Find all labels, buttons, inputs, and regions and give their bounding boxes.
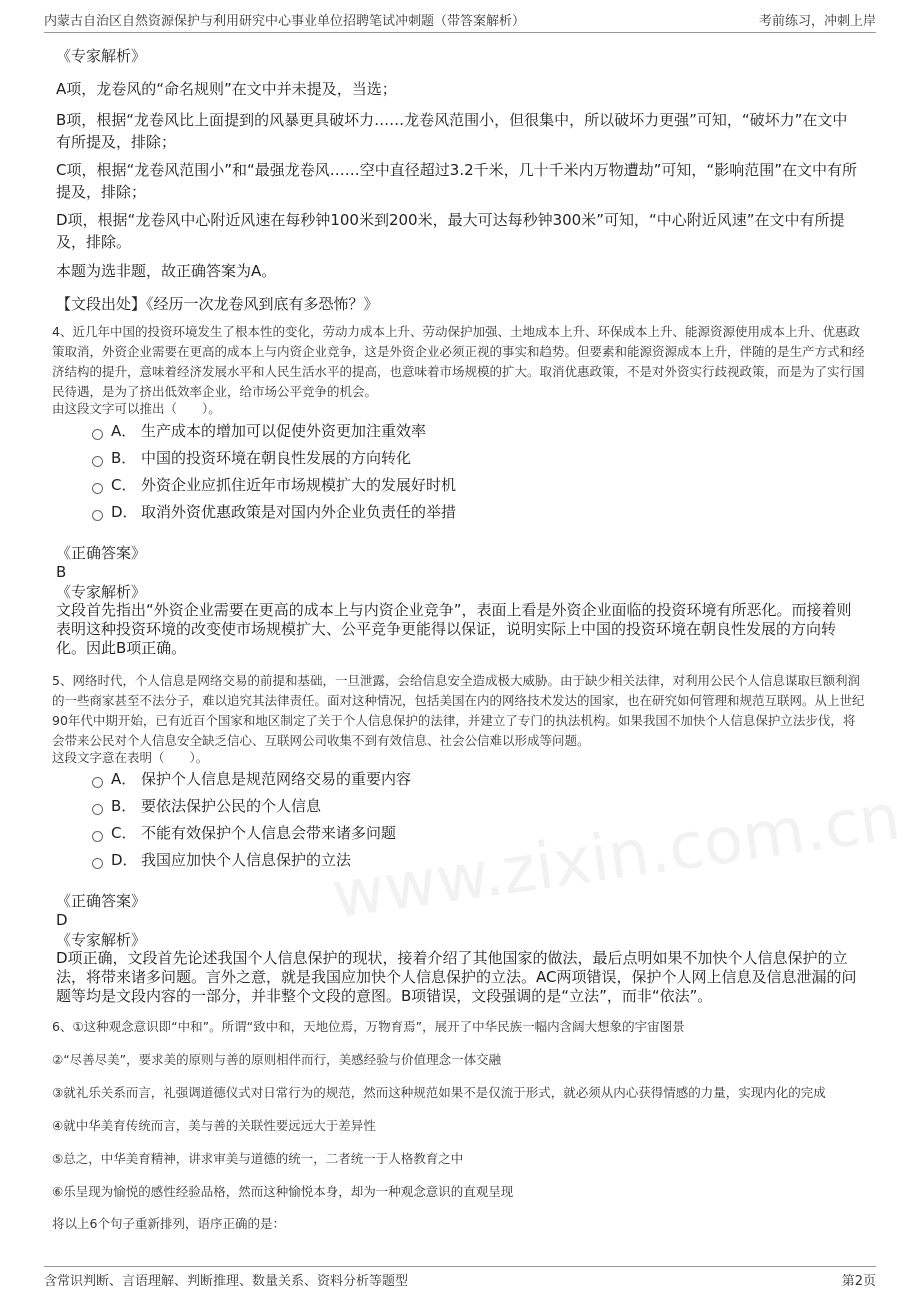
header-divider bbox=[44, 32, 876, 33]
q4-question: 由这段文字可以推出（ ）。 bbox=[52, 401, 221, 416]
q5-question: 这段文字意在表明（ ）。 bbox=[52, 750, 209, 765]
q6-sentence-1: 6、①这种观念意识即“中和”。所谓“致中和，天地位焉，万物育焉”，展开了中华民族一幅内含阔大想象的宇宙图景 bbox=[52, 1019, 685, 1034]
radio-icon[interactable] bbox=[92, 510, 103, 521]
q6-sentence-5: ⑤总之，中华美育精神，讲求审美与道德的统一，二者统一于人格教育之中 bbox=[52, 1151, 464, 1166]
q5-option-a[interactable] bbox=[92, 769, 411, 789]
option-text: 中国的投资环境在朝良性发展的方向转化 bbox=[141, 449, 412, 467]
q4-option-c[interactable] bbox=[92, 475, 456, 495]
q4-analysis-label: 《专家解析》 bbox=[56, 583, 147, 601]
document-title: 内蒙古自治区自然资源保护与利用研究中心事业单位招聘笔试冲刺题（带答案解析） bbox=[44, 14, 526, 29]
footer-divider bbox=[44, 1266, 876, 1267]
q3-analysis-c: C项，根据“龙卷风范围小”和“最强龙卷风……空中直径超过3.2千米，几十千米内万物遭劫”可知，“影响范围”在文中有所提及，排除； bbox=[56, 161, 857, 201]
page-number: 第2页 bbox=[841, 1274, 876, 1289]
option-text: 我国应加快个人信息保护的立法 bbox=[141, 851, 352, 869]
q4-option-b[interactable] bbox=[92, 448, 411, 468]
q3-source: 【文段出处】《经历一次龙卷风到底有多恐怖？》 bbox=[56, 295, 379, 313]
radio-icon[interactable] bbox=[92, 456, 103, 467]
q5-option-d[interactable] bbox=[92, 850, 351, 870]
radio-icon[interactable] bbox=[92, 483, 103, 494]
header-slogan: 考前练习，冲刺上岸 bbox=[758, 14, 876, 29]
q4-answer: B bbox=[56, 563, 67, 581]
option-text: 要依法保护公民的个人信息 bbox=[141, 797, 322, 815]
option-text: 保护个人信息是规范网络交易的重要内容 bbox=[141, 770, 412, 788]
q3-analysis-d: D项，根据“龙卷风中心附近风速在每秒钟100米到200米，最大可达每秒钟300米”可知，“中心附近风速”在文中有所提及，排除。 bbox=[56, 211, 845, 251]
q4-answer-label: 《正确答案》 bbox=[56, 544, 147, 562]
q5-option-b[interactable] bbox=[92, 796, 321, 816]
q6-question: 将以上6个句子重新排列，语序正确的是： bbox=[52, 1216, 285, 1231]
option-key: B． bbox=[111, 797, 137, 815]
q6-sentence-2: ②“尽善尽美”，要求美的原则与善的原则相伴而行，美感经验与价值理念一体交融 bbox=[52, 1052, 502, 1067]
q5-answer-label: 《正确答案》 bbox=[56, 892, 147, 910]
q4-option-a[interactable] bbox=[92, 421, 426, 441]
option-key: D． bbox=[111, 503, 138, 521]
option-text: 生产成本的增加可以促使外资更加注重效率 bbox=[141, 422, 427, 440]
q4-option-d[interactable] bbox=[92, 502, 456, 522]
option-key: B． bbox=[111, 449, 137, 467]
option-key: D． bbox=[111, 851, 138, 869]
option-text: 外资企业应抓住近年市场规模扩大的发展好时机 bbox=[141, 476, 457, 494]
option-key: C． bbox=[111, 824, 137, 842]
radio-icon[interactable] bbox=[92, 777, 103, 788]
watermark: www.zixin.com.cn bbox=[327, 780, 905, 934]
footer-categories: 含常识判断、言语理解、判断推理、数量关系、资料分析等题型 bbox=[44, 1274, 409, 1289]
option-text: 不能有效保护个人信息会带来诸多问题 bbox=[141, 824, 397, 842]
radio-icon[interactable] bbox=[92, 804, 103, 815]
radio-icon[interactable] bbox=[92, 858, 103, 869]
q3-analysis-label: 《专家解析》 bbox=[56, 47, 147, 65]
q6-sentence-4: ④就中华美育传统而言，美与善的关联性要远远大于差异性 bbox=[52, 1118, 376, 1133]
q3-analysis-b: B项，根据“龙卷风比上面提到的风暴更具破坏力……龙卷风范围小，但很集中，所以破坏力更强”可知，“破坏力”在文中有所提及，排除； bbox=[56, 111, 848, 151]
radio-icon[interactable] bbox=[92, 831, 103, 842]
q4-stem: 4、近几年中国的投资环境发生了根本性的变化，劳动力成本上升、劳动保护加强、土地成本上升、环保成本上升、能源资源使用成本上升、优惠政策取消，外资企业需要在更高的成本上与内资企业竞争，这是外资企业必须正视的事实和趋势。但要素和能源资源成本上升，伴随的是生产方式和经济结构的提升，意味着经济发展水平和人民生活水平的提高，也意味着市场规模的扩大。取消优惠政策，不是对外资实行歧视政策，而是为了实行国民待遇，是为了挤出低效率企业，给市场公平竞争的机会。 bbox=[52, 324, 865, 399]
option-text: 取消外资优惠政策是对国内外企业负责任的举措 bbox=[141, 503, 457, 521]
q5-analysis: D项正确，文段首先论述我国个人信息保护的现状，接着介绍了其他国家的做法，最后点明如果不加快个人信息保护的立法，将带来诸多问题。言外之意，就是我国应加快个人信息保护的立法。AC两项错误，保护个人网上信息及信息泄漏的问题等均是文段内容的一部分，并非整个文段的意图。B项错误，文段强调的是“立法”，而非“依法”。 bbox=[56, 949, 857, 1005]
option-key: A． bbox=[111, 770, 137, 788]
option-key: A． bbox=[111, 422, 137, 440]
q6-sentence-6: ⑥乐呈现为愉悦的感性经验品格，然而这种愉悦本身，却为一种观念意识的直观呈现 bbox=[52, 1184, 514, 1199]
q5-option-c[interactable] bbox=[92, 823, 396, 843]
q5-stem: 5、网络时代，个人信息是网络交易的前提和基础，一旦泄露，会给信息安全造成极大威胁。由于缺少相关法律，对利用公民个人信息谋取巨额利润的一些商家甚至不法分子，难以追究其法律责任。面对这种情况，包括美国在内的网络技术发达的国家，也在研究如何管理和规范互联网。从上世纪90年代中期开始，已有近百个国家和地区制定了关于个人信息保护的法律，并建立了专门的执法机构。如果我国不加快个人信息保护立法步伐，将会带来公民对个人信息安全缺乏信心、互联网公司收集不到有效信息、社会公信难以形成等问题。 bbox=[52, 673, 865, 748]
q5-analysis-label: 《专家解析》 bbox=[56, 931, 147, 949]
radio-icon[interactable] bbox=[92, 429, 103, 440]
q5-answer: D bbox=[56, 911, 68, 929]
option-key: C． bbox=[111, 476, 137, 494]
q3-analysis-a: A项，龙卷风的“命名规则”在文中并未提及，当选； bbox=[56, 80, 397, 98]
q6-sentence-3: ③就礼乐关系而言，礼强调道德仪式对日常行为的规范，然而这种规范如果不是仅流于形式，就必须从内心获得情感的力量，实现内化的完成 bbox=[52, 1085, 826, 1100]
q3-conclusion: 本题为选非题，故正确答案为A。 bbox=[56, 262, 277, 280]
q4-analysis: 文段首先指出“外资企业需要在更高的成本上与内资企业竞争”，表面上看是外资企业面临的投资环境有所恶化。而接着则表明这种投资环境的改变使市场规模扩大、公平竞争更能得以保证，说明实际上中国的投资环境在朝良性发展的方向转化。因此B项正确。 bbox=[56, 601, 852, 657]
